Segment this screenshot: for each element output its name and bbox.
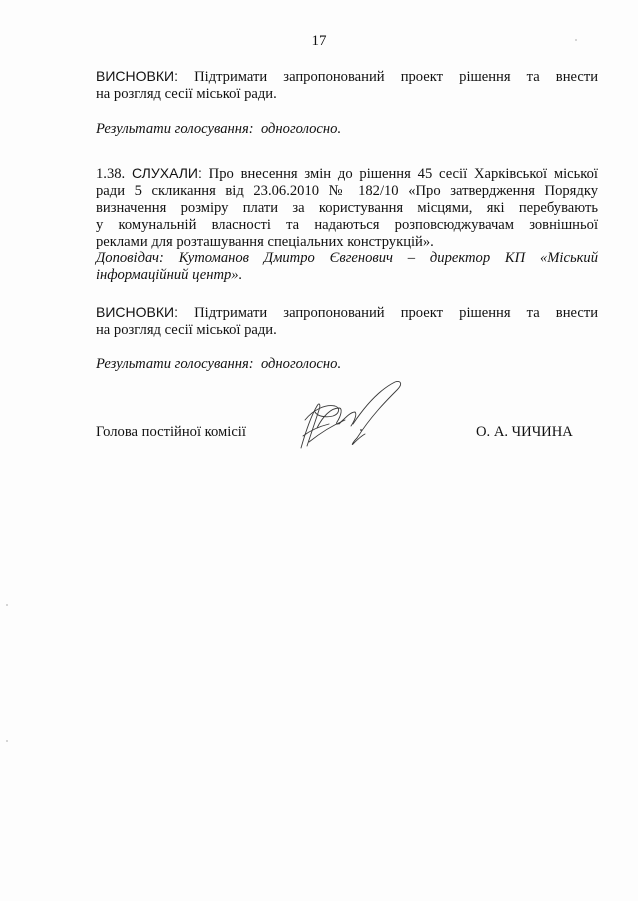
conclusion-text: на розгляд сесії міської ради. [96, 322, 277, 338]
page-number: 17 [311, 33, 327, 49]
scan-speck [575, 39, 577, 41]
conclusion-text: Підтримати запропонований проект рішення та внести [194, 305, 599, 321]
agenda-item [96, 165, 598, 251]
conclusion-text: на розгляд сесії міської ради. [96, 86, 277, 102]
conclusion-text: Підтримати запропонований проект рішення та внести [194, 69, 599, 85]
speaker-line [96, 250, 598, 267]
conclusion-line [96, 68, 598, 86]
voting-result-value: одноголосно. [260, 121, 342, 137]
scan-speck [6, 604, 8, 606]
agenda-item-text: ради 5 скликання від 23.06.2010 № 182/10 «Про затвердження Порядку [96, 183, 598, 199]
handwritten-signature [295, 376, 410, 456]
voting-result [96, 121, 598, 138]
agenda-item-number: 1.38. [96, 166, 126, 182]
signature-row [96, 424, 596, 444]
voting-result [96, 356, 598, 373]
agenda-item-text: реклами для розташування спеціальних конструкцій». [96, 234, 434, 250]
voting-result-label: Результати голосування: [96, 121, 254, 137]
signatory-name: О. А. ЧИЧИНА [476, 424, 573, 440]
agenda-item-line [96, 165, 598, 183]
agenda-item-text: у комунальній власності та надаються розповсюджувачам зовнішньої [96, 217, 598, 233]
speaker-label: Доповідач: [96, 250, 164, 266]
signatory-position: Голова постійної комісії [96, 424, 246, 440]
voting-result-label: Результати голосування: [96, 356, 254, 372]
conclusion-paragraph [96, 68, 598, 103]
speaker-text: Кутоманов Дмитро Євгенович – директор КП «Міський [178, 250, 599, 266]
agenda-item-text: визначення розміру плати за користування місцями, які перебувають [96, 200, 598, 216]
voting-result-value: одноголосно. [260, 356, 342, 372]
agenda-item-label: СЛУХАЛИ: [132, 165, 202, 181]
conclusion-paragraph [96, 304, 598, 339]
agenda-item-text: Про внесення змін до рішення 45 сесії Харківської міської [208, 166, 598, 182]
speaker-paragraph [96, 250, 598, 284]
speaker-text: інформаційний центр». [96, 267, 243, 283]
scan-speck [6, 740, 8, 742]
conclusion-label: ВИСНОВКИ: [96, 304, 178, 320]
conclusion-line [96, 304, 598, 322]
conclusion-label: ВИСНОВКИ: [96, 68, 178, 84]
